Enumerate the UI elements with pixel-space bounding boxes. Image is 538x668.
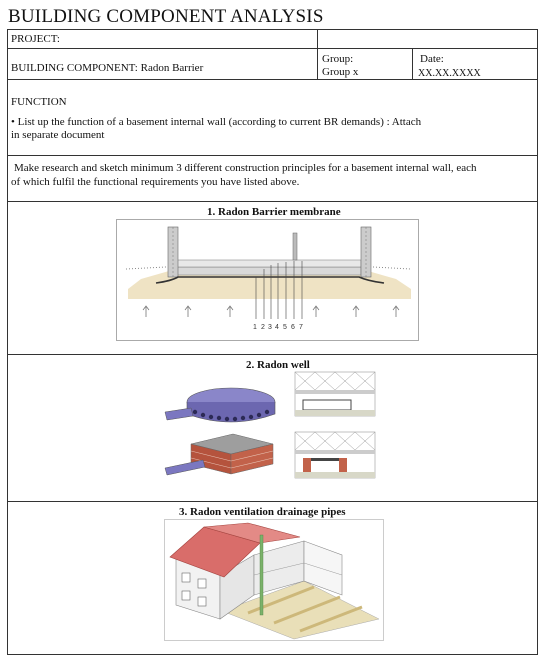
radon-ventilation-drainage-drawing [164, 519, 384, 641]
membrane-label-3: 3 [268, 324, 272, 331]
section-title-radon-ventilation-drainage-pipes: 3. Radon ventilation drainage pipes [179, 506, 346, 518]
function-bullet-line2: in separate document [11, 129, 105, 141]
section-title-radon-well: 2. Radon well [246, 359, 310, 371]
membrane-label-6: 6 [291, 324, 295, 331]
function-bullet-line1: • List up the function of a basement internal wall (according to current BR demands) : Attach [11, 116, 422, 128]
project-label: PROJECT: [11, 33, 60, 45]
radon-well-drawing [163, 370, 385, 488]
membrane-label-7: 7 [299, 324, 303, 331]
group-label: Group: [322, 53, 354, 65]
membrane-label-1: 1 [253, 324, 257, 331]
radon-barrier-membrane-drawing [116, 219, 419, 341]
date-value: XX.XX.XXXX [418, 68, 481, 79]
research-line1: Make research and sketch minimum 3 different construction principles for a basement internal wall, each [14, 162, 477, 174]
date-label: Date: [420, 53, 444, 65]
function-heading: FUNCTION [11, 96, 67, 108]
membrane-label-5: 5 [283, 324, 287, 331]
page-title: BUILDING COMPONENT ANALYSIS [8, 6, 324, 27]
group-value: Group x [322, 66, 359, 78]
section-title-radon-barrier-membrane: 1. Radon Barrier membrane [207, 206, 341, 218]
building-component-label: BUILDING COMPONENT: Radon Barrier [11, 62, 204, 74]
membrane-label-4: 4 [275, 324, 279, 331]
research-line2: of which fulfil the functional requirements you have listed above. [11, 176, 300, 188]
membrane-label-2: 2 [261, 324, 265, 331]
